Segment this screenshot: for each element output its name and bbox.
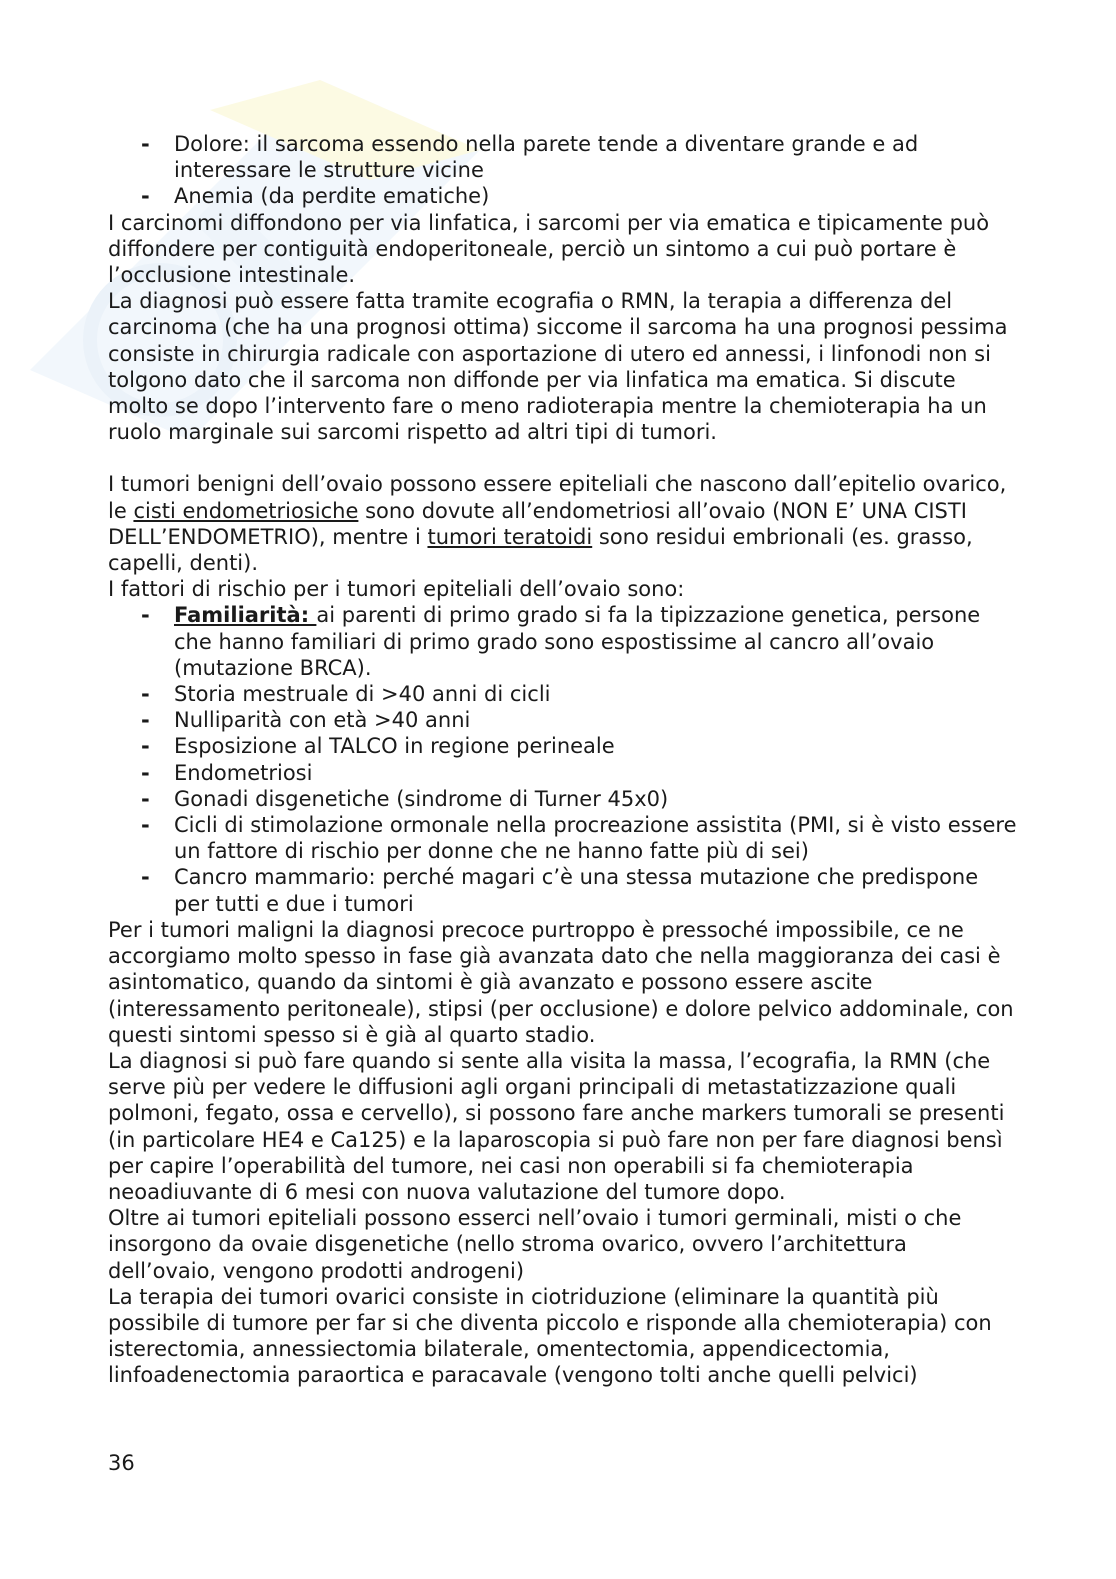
page-number: 36 <box>108 1451 135 1475</box>
bold-term: Familiarità: <box>174 603 317 628</box>
list-item: - Cicli di stimolazione ormonale nella procreazione assistita (PMI, si è visto essere un fattore di rischio per donne che ne hanno fatte più di sei) <box>108 812 1018 864</box>
list-item: - Cancro mammario: perché magari c’è una stessa mutazione che predispone per tutti e due i tumori <box>108 864 1018 916</box>
list-item: - Dolore: il sarcoma essendo nella parete tende a diventare grande e ad interessare le strutture vicine <box>108 131 1018 183</box>
paragraph: La terapia dei tumori ovarici consiste in ciotriduzione (eliminare la quantità più possibile di tumore per far si che diventa piccolo e risponde alla chemioterapia) con isterectomia, annessiectomia bilaterale, omentectomia, appendicectomia, linfoadenectomia paraortica e paracavale (vengono tolti anche quelli pelvici) <box>108 1284 992 1388</box>
underlined-term: cisti endometriosiche <box>133 498 359 523</box>
text-run: sono residui embrionali (es. grasso, capelli, denti). <box>108 524 973 576</box>
list-item: - Esposizione al TALCO in regione perineale <box>108 733 1018 759</box>
document-body <box>108 131 1018 1389</box>
paragraph: I fattori di rischio per i tumori epiteliali dell’ovaio sono: <box>108 577 685 602</box>
paragraph: I carcinomi diffondono per via linfatica, i sarcomi per via ematica e tipicamente può diffondere per contiguità endoperitoneale, perciò un sintomo a cui può portare è l’occlusione intestinale. <box>108 210 990 288</box>
underlined-term: tumori teratoidi <box>427 524 593 549</box>
paragraph: Per i tumori maligni la diagnosi precoce purtroppo è pressoché impossibile, ce ne accorgiamo molto spesso in fase già avanzata dato che nella maggioranza dei casi è asintomatico, quando da sintomi è già avanzato e possono essere ascite (interessamento peritoneale), stipsi (per occlusione) e dolore pelvico addominale, con questi sintomi spesso si è già al quarto stadio. <box>108 917 1014 1047</box>
text-run: I tumori benigni dell’ovaio possono essere epiteliali che nascono dall’epitelio ovarico, le <box>108 472 1007 523</box>
list-item <box>108 602 1018 681</box>
paragraph: La diagnosi può essere fatta tramite ecografia o RMN, la terapia a differenza del carcinoma (che ha una prognosi ottima) siccome il sarcoma ha una prognosi pessima consiste in chirurgia radicale con asportazione di utero ed annessi, i linfonodi non si tolgono dato che il sarcoma non diffonde per via linfatica ma ematica. Si discute molto se dopo l’intervento fare o meno radioterapia mentre la chemioterapia ha un ruolo marginale sui sarcomi rispetto ad altri tipi di tumori. <box>108 289 1008 445</box>
list-item: - Gonadi disgenetiche (sindrome di Turner 45x0) <box>108 786 1018 812</box>
list-item: - Nulliparità con età >40 anni <box>108 707 1018 733</box>
text-run: sono dovute all’endometriosi all’ovaio (NON E’ UNA CISTI DELL’ENDOMETRIO), mentre i <box>108 498 967 549</box>
list-item: - Anemia (da perdite ematiche) <box>108 183 1018 209</box>
paragraph: La diagnosi si può fare quando si sente alla visita la massa, l’ecografia, la RMN (che serve più per vedere le diffusioni agli organi principali di metastatizzazione quali polmoni, fegato, ossa e cervello), si possono fare anche markers tumorali se presenti (in particolare HE4 e Ca125) e la laparoscopia si può fare non per fare diagnosi bensì per capire l’operabilità del tumore, nei casi non operabili si fa chemioterapia neoadiuvante di 6 mesi con nuova valutazione del tumore dopo. <box>108 1048 1005 1204</box>
bullet-list-sarcoma <box>108 131 1018 210</box>
paragraph <box>108 471 1018 576</box>
bullet-list-risk-factors <box>108 602 1018 916</box>
list-item: - Endometriosi <box>108 760 1018 786</box>
paragraph: Oltre ai tumori epiteliali possono esserci nell’ovaio i tumori germinali, misti o che insorgono da ovaie disgenetiche (nello stroma ovarico, ovvero l’architettura dell’ovaio, vengono prodotti androgeni) <box>108 1206 962 1283</box>
list-item: - Storia mestruale di >40 anni di cicli <box>108 681 1018 707</box>
text-run: ai parenti di primo grado si fa la tipizzazione genetica, persone che hanno familiari di primo grado sono espostissime al cancro all’ovaio (mutazione BRCA). <box>174 603 981 680</box>
